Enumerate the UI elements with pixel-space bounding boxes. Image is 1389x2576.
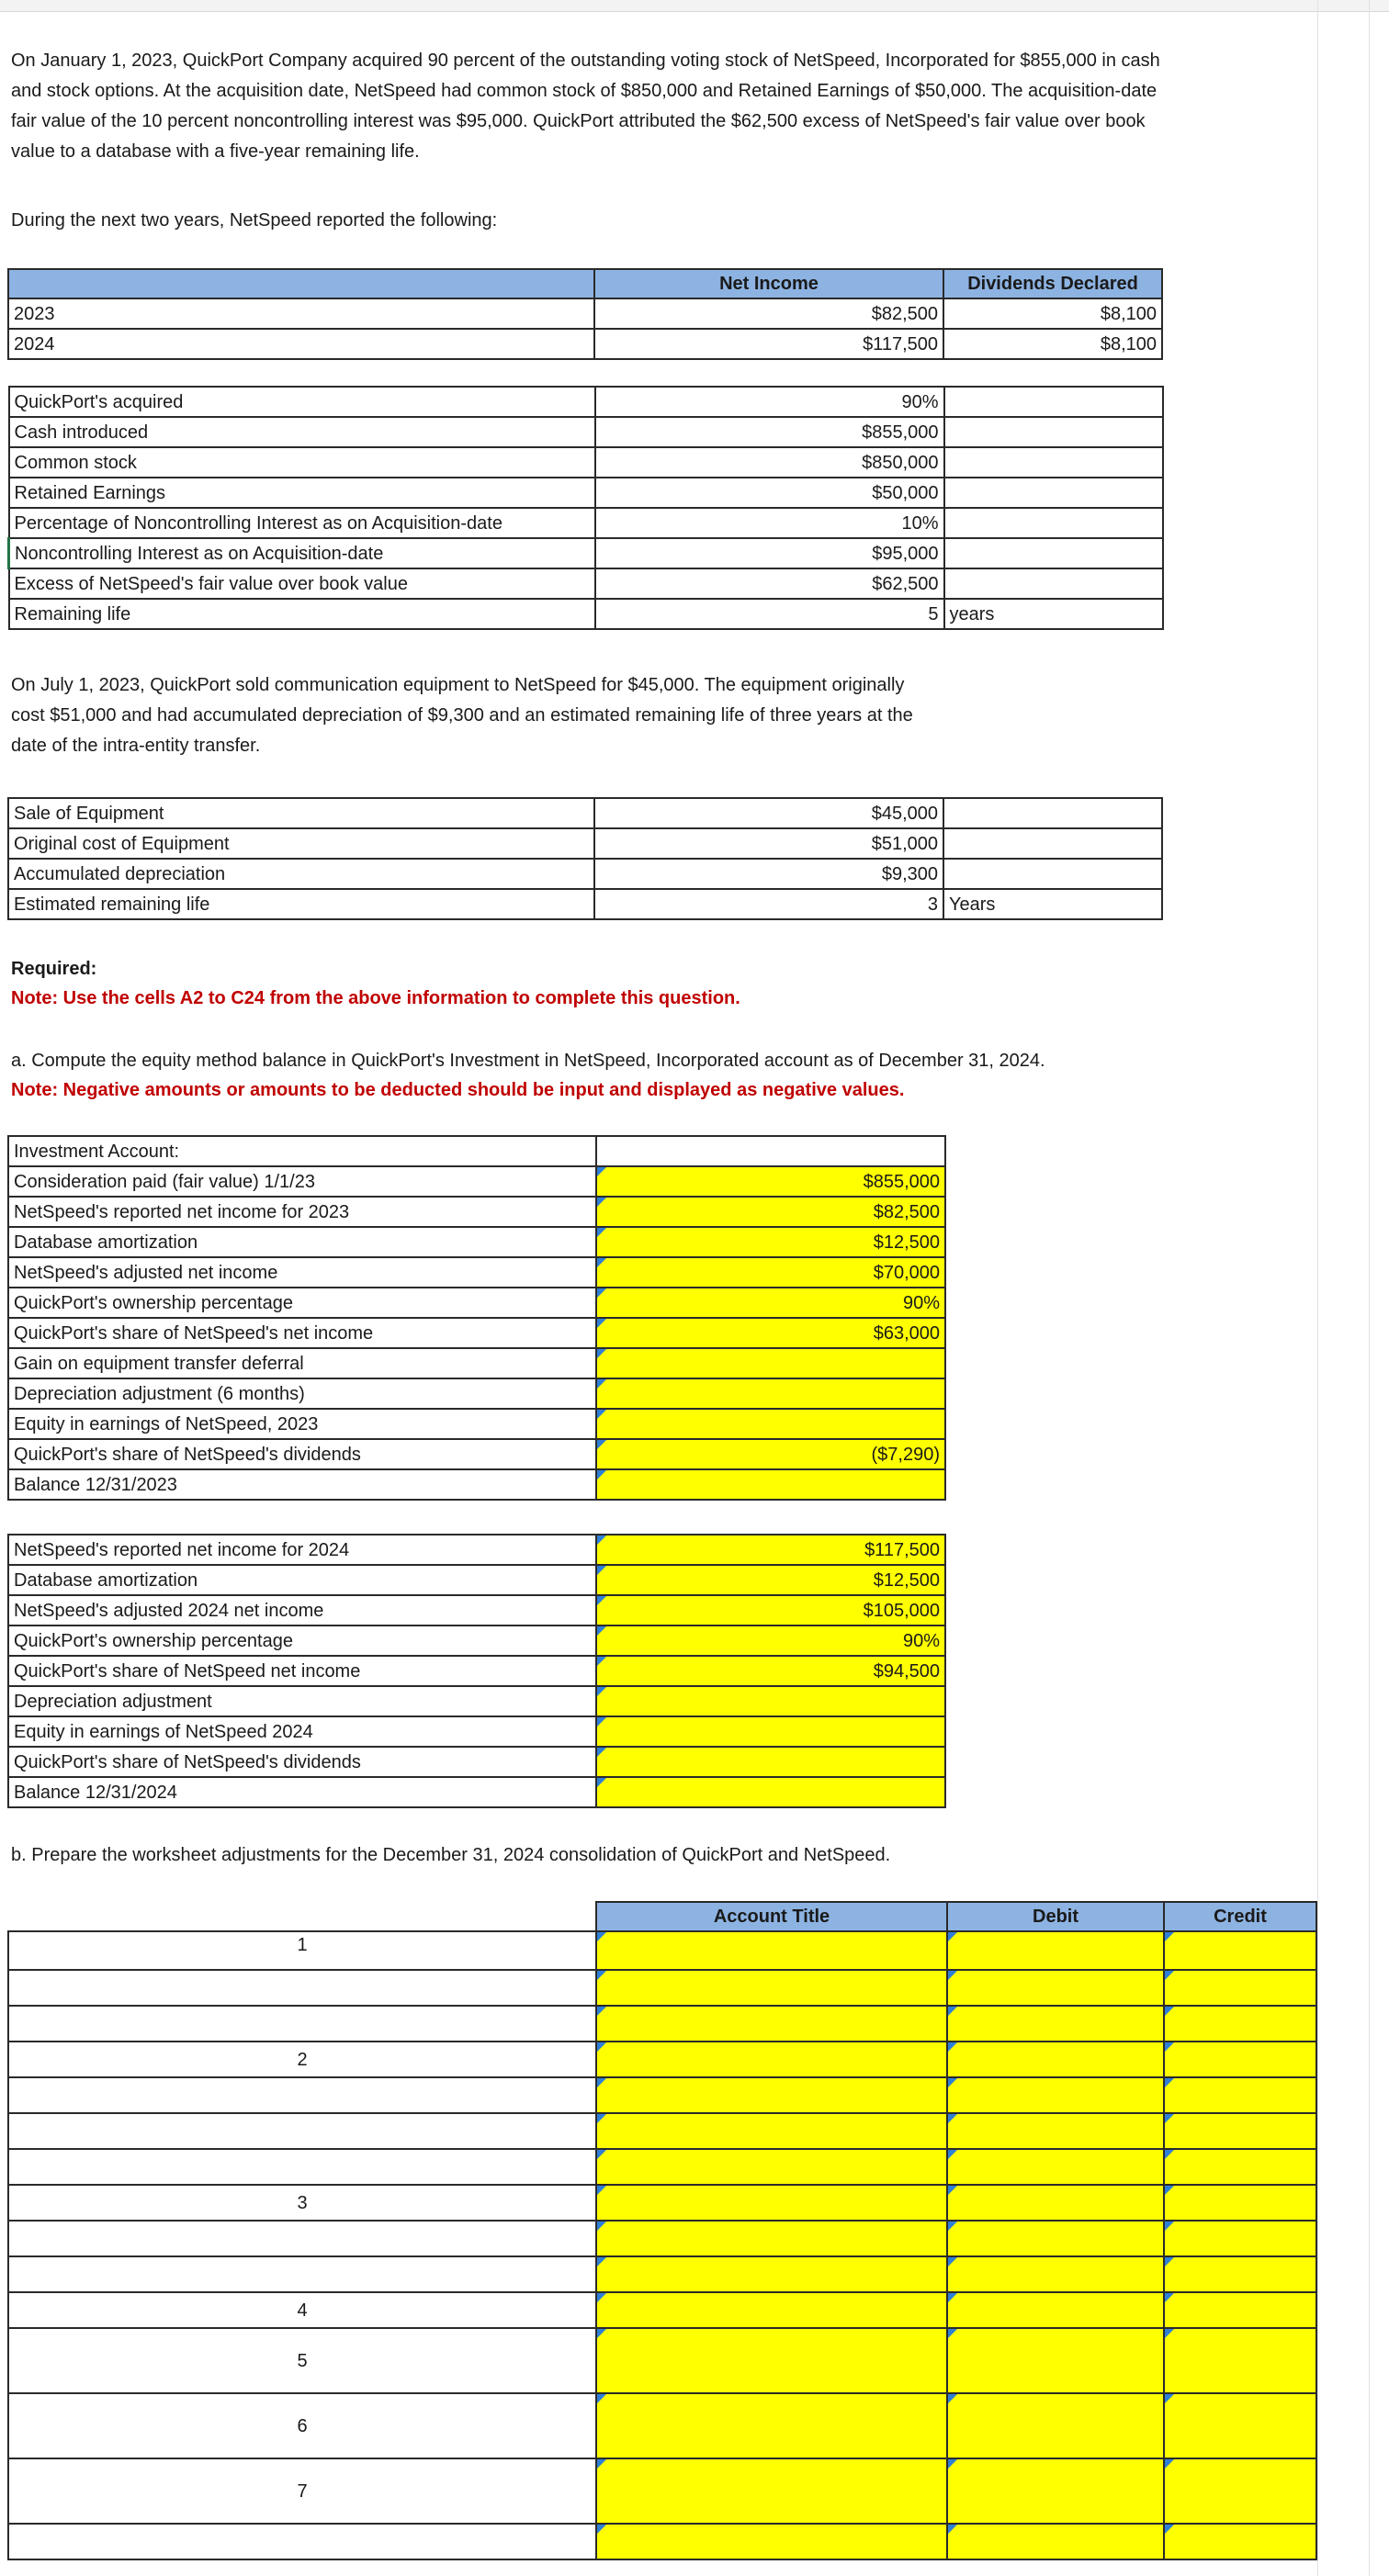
inv-input[interactable] (596, 1348, 945, 1378)
account-input[interactable] (596, 2292, 947, 2328)
results-header-blank (8, 269, 594, 298)
equip-value[interactable]: $9,300 (594, 859, 943, 889)
entry-number (8, 2077, 596, 2113)
debit-input[interactable] (947, 2524, 1164, 2559)
inv-input[interactable]: $63,000 (596, 1318, 945, 1348)
acq-unit[interactable]: years (944, 599, 1163, 629)
entry-number: 5 (8, 2328, 596, 2393)
header-credit: Credit (1164, 1902, 1316, 1931)
cell-year[interactable]: 2023 (8, 298, 594, 329)
acq-label[interactable]: Percentage of Noncontrolling Interest as on Acquisition-date (9, 508, 595, 538)
inv-label: Balance 12/31/2023 (8, 1469, 596, 1500)
equip-unit[interactable] (943, 798, 1162, 828)
inv-label: QuickPort's share of NetSpeed's net income (8, 1318, 596, 1348)
inv-label: NetSpeed's adjusted net income (8, 1257, 596, 1288)
debit-input[interactable] (947, 2328, 1164, 2393)
intro-paragraph: On January 1, 2023, QuickPort Company acquired 90 percent of the outstanding voting stock of NetSpeed, Incorporated for $855,000 in cash and stock options. At the acquisition date, NetSpeed had common stock of $850,000 and Retained Earnings of $50,000. The acquisition-date fair value of the 10 percent noncontrolling interest was $95,000. QuickPort attributed the $62,500 excess of NetSpeed's fair value over book value to a database with a five-year remaining life. (11, 51, 1160, 162)
credit-input[interactable] (1164, 2149, 1316, 2185)
results-table (7, 268, 1163, 360)
account-input[interactable] (596, 2149, 947, 2185)
credit-input[interactable] (1164, 2042, 1316, 2077)
ws-header-blank (8, 1902, 596, 1931)
inv-label: NetSpeed's reported net income for 2024 (8, 1535, 596, 1565)
worksheet-table (7, 1901, 1317, 2560)
cell-year[interactable]: 2024 (8, 329, 594, 359)
account-input[interactable] (596, 2006, 947, 2042)
inv-label: Database amortization (8, 1565, 596, 1595)
entry-number: 4 (8, 2292, 596, 2328)
cell-dividends[interactable]: $8,100 (943, 329, 1162, 359)
cell-net-income[interactable]: $117,500 (594, 329, 943, 359)
acq-unit[interactable] (944, 478, 1163, 508)
note-negative: Note: Negative amounts or amounts to be deducted should be input and displayed as negative values. (11, 1080, 905, 1100)
equipment-table (7, 797, 1163, 920)
equip-label[interactable]: Original cost of Equipment (8, 828, 594, 859)
equip-label[interactable]: Sale of Equipment (8, 798, 594, 828)
credit-input[interactable] (1164, 2292, 1316, 2328)
column-header-strip (0, 0, 1389, 12)
account-input[interactable] (596, 2328, 947, 2393)
acq-value[interactable]: 10% (595, 508, 944, 538)
credit-input[interactable] (1164, 2256, 1316, 2292)
equip-unit[interactable] (943, 828, 1162, 859)
acq-value[interactable]: $850,000 (595, 447, 944, 478)
credit-input[interactable] (1164, 2221, 1316, 2256)
inv-label: Equity in earnings of NetSpeed 2024 (8, 1716, 596, 1747)
acq-value[interactable]: $50,000 (595, 478, 944, 508)
required-heading: Required: (11, 959, 97, 979)
acq-value[interactable]: $855,000 (595, 417, 944, 447)
entry-number (8, 2149, 596, 2185)
entry-number (8, 2221, 596, 2256)
equip-value[interactable]: $45,000 (594, 798, 943, 828)
credit-input[interactable] (1164, 2393, 1316, 2458)
inv-input[interactable]: $94,500 (596, 1656, 945, 1686)
inv-label: QuickPort's ownership percentage (8, 1625, 596, 1656)
entry-number (8, 2256, 596, 2292)
credit-input[interactable] (1164, 1970, 1316, 2006)
debit-input[interactable] (947, 1931, 1164, 1970)
inv-input[interactable]: 90% (596, 1625, 945, 1656)
acq-label[interactable]: Common stock (9, 447, 595, 478)
credit-input[interactable] (1164, 2328, 1316, 2393)
inv-label: QuickPort's share of NetSpeed's dividends (8, 1747, 596, 1777)
entry-number: 3 (8, 2185, 596, 2221)
acq-unit[interactable] (944, 447, 1163, 478)
cell-dividends[interactable]: $8,100 (943, 298, 1162, 329)
account-input[interactable] (596, 2221, 947, 2256)
inv-input[interactable] (596, 1686, 945, 1716)
inv-label: QuickPort's share of NetSpeed's dividends (8, 1439, 596, 1469)
investment-2023-table (7, 1135, 946, 1501)
inv-input[interactable]: $117,500 (596, 1535, 945, 1565)
acq-label[interactable]: Remaining life (9, 599, 595, 629)
grid-column-line (1317, 0, 1318, 2576)
inv-input[interactable]: $82,500 (596, 1197, 945, 1227)
account-input[interactable] (596, 1931, 947, 1970)
acq-label[interactable]: Noncontrolling Interest as on Acquisition-date (9, 538, 595, 568)
acq-label[interactable]: Retained Earnings (9, 478, 595, 508)
entry-number (8, 2524, 596, 2559)
inv-input[interactable]: $70,000 (596, 1257, 945, 1288)
entry-number: 6 (8, 2393, 596, 2458)
investment-title: Investment Account: (8, 1136, 596, 1166)
debit-input[interactable] (947, 2458, 1164, 2524)
debit-input[interactable] (947, 2113, 1164, 2149)
account-input[interactable] (596, 1970, 947, 2006)
part-a-question: a. Compute the equity method balance in QuickPort's Investment in NetSpeed, Incorporated account as of December 31, 2024. (11, 1051, 1045, 1071)
credit-input[interactable] (1164, 2077, 1316, 2113)
debit-input[interactable] (947, 2149, 1164, 2185)
acq-unit[interactable] (944, 417, 1163, 447)
entry-number (8, 1970, 596, 2006)
account-input[interactable] (596, 2185, 947, 2221)
inv-input[interactable] (596, 1378, 945, 1409)
equipment-paragraph: On July 1, 2023, QuickPort sold communication equipment to NetSpeed for $45,000. The equipment originally cost $51,000 and had accumulated depreciation of $9,300 and an estimated remaining life of three years at the date of the intra-entity transfer. (11, 675, 913, 756)
grid-column-line (1369, 0, 1370, 2576)
investment-2024-table (7, 1534, 946, 1808)
note-cells: Note: Use the cells A2 to C24 from the above information to complete this question. (11, 988, 740, 1008)
account-input[interactable] (596, 2113, 947, 2149)
acq-unit[interactable] (944, 387, 1163, 417)
acq-label[interactable]: QuickPort's acquired (9, 387, 595, 417)
entry-number (8, 2006, 596, 2042)
inv-input[interactable]: $105,000 (596, 1595, 945, 1625)
debit-input[interactable] (947, 2292, 1164, 2328)
debit-input[interactable] (947, 2077, 1164, 2113)
acq-unit[interactable] (944, 568, 1163, 599)
account-input[interactable] (596, 2256, 947, 2292)
credit-input[interactable] (1164, 2458, 1316, 2524)
acq-value[interactable]: $62,500 (595, 568, 944, 599)
entry-number: 7 (8, 2458, 596, 2524)
equip-unit[interactable]: Years (943, 889, 1162, 919)
debit-input[interactable] (947, 2185, 1164, 2221)
acq-value[interactable]: 90% (595, 387, 944, 417)
equip-label[interactable]: Estimated remaining life (8, 889, 594, 919)
equip-label[interactable]: Accumulated depreciation (8, 859, 594, 889)
inv-label: NetSpeed's adjusted 2024 net income (8, 1595, 596, 1625)
inv-label: QuickPort's ownership percentage (8, 1288, 596, 1318)
header-account-title: Account Title (596, 1902, 947, 1931)
acq-value[interactable]: 5 (595, 599, 944, 629)
inv-input[interactable]: ($7,290) (596, 1439, 945, 1469)
debit-input[interactable] (947, 2006, 1164, 2042)
credit-input[interactable] (1164, 1931, 1316, 1970)
inv-label: Balance 12/31/2024 (8, 1777, 596, 1807)
entry-number: 1 (8, 1931, 596, 1970)
inv-label: Equity in earnings of NetSpeed, 2023 (8, 1409, 596, 1439)
acq-value[interactable]: $95,000 (595, 538, 944, 568)
during-text: During the next two years, NetSpeed reported the following: (11, 210, 498, 231)
header-dividends: Dividends Declared (943, 269, 1162, 298)
acq-unit[interactable] (944, 538, 1163, 568)
header-net-income: Net Income (594, 269, 943, 298)
inv-label: Database amortization (8, 1227, 596, 1257)
inv-label: QuickPort's share of NetSpeed net income (8, 1656, 596, 1686)
account-input[interactable] (596, 2458, 947, 2524)
credit-input[interactable] (1164, 2524, 1316, 2559)
debit-input[interactable] (947, 2221, 1164, 2256)
equip-unit[interactable] (943, 859, 1162, 889)
header-debit: Debit (947, 1902, 1164, 1931)
inv-input[interactable] (596, 1777, 945, 1807)
inv-label: Gain on equipment transfer deferral (8, 1348, 596, 1378)
inv-label: Consideration paid (fair value) 1/1/23 (8, 1166, 596, 1197)
debit-input[interactable] (947, 2042, 1164, 2077)
debit-input[interactable] (947, 2393, 1164, 2458)
inv-input[interactable]: $12,500 (596, 1565, 945, 1595)
account-input[interactable] (596, 2077, 947, 2113)
credit-input[interactable] (1164, 2185, 1316, 2221)
credit-input[interactable] (1164, 2006, 1316, 2042)
account-input[interactable] (596, 2042, 947, 2077)
inv-label: Depreciation adjustment (8, 1686, 596, 1716)
debit-input[interactable] (947, 2256, 1164, 2292)
inv-label: Depreciation adjustment (6 months) (8, 1378, 596, 1409)
acq-label[interactable]: Excess of NetSpeed's fair value over book value (9, 568, 595, 599)
inv-input[interactable]: 90% (596, 1288, 945, 1318)
inv-input[interactable]: $855,000 (596, 1166, 945, 1197)
inv-label: NetSpeed's reported net income for 2023 (8, 1197, 596, 1227)
inv-input[interactable]: $12,500 (596, 1227, 945, 1257)
acq-label[interactable]: Cash introduced (9, 417, 595, 447)
inv-input[interactable] (596, 1747, 945, 1777)
inv-input[interactable] (596, 1409, 945, 1439)
equip-value[interactable]: 3 (594, 889, 943, 919)
account-input[interactable] (596, 2524, 947, 2559)
inv-input[interactable] (596, 1716, 945, 1747)
acq-unit[interactable] (944, 508, 1163, 538)
part-b-question: b. Prepare the worksheet adjustments for the December 31, 2024 consolidation of QuickPort and NetSpeed. (11, 1845, 891, 1865)
cell-net-income[interactable]: $82,500 (594, 298, 943, 329)
account-input[interactable] (596, 2393, 947, 2458)
equip-value[interactable]: $51,000 (594, 828, 943, 859)
investment-title-blank (596, 1136, 945, 1166)
entry-number: 2 (8, 2042, 596, 2077)
entry-number (8, 2113, 596, 2149)
debit-input[interactable] (947, 1970, 1164, 2006)
credit-input[interactable] (1164, 2113, 1316, 2149)
inv-input[interactable] (596, 1469, 945, 1500)
acquisition-table (7, 386, 1164, 630)
